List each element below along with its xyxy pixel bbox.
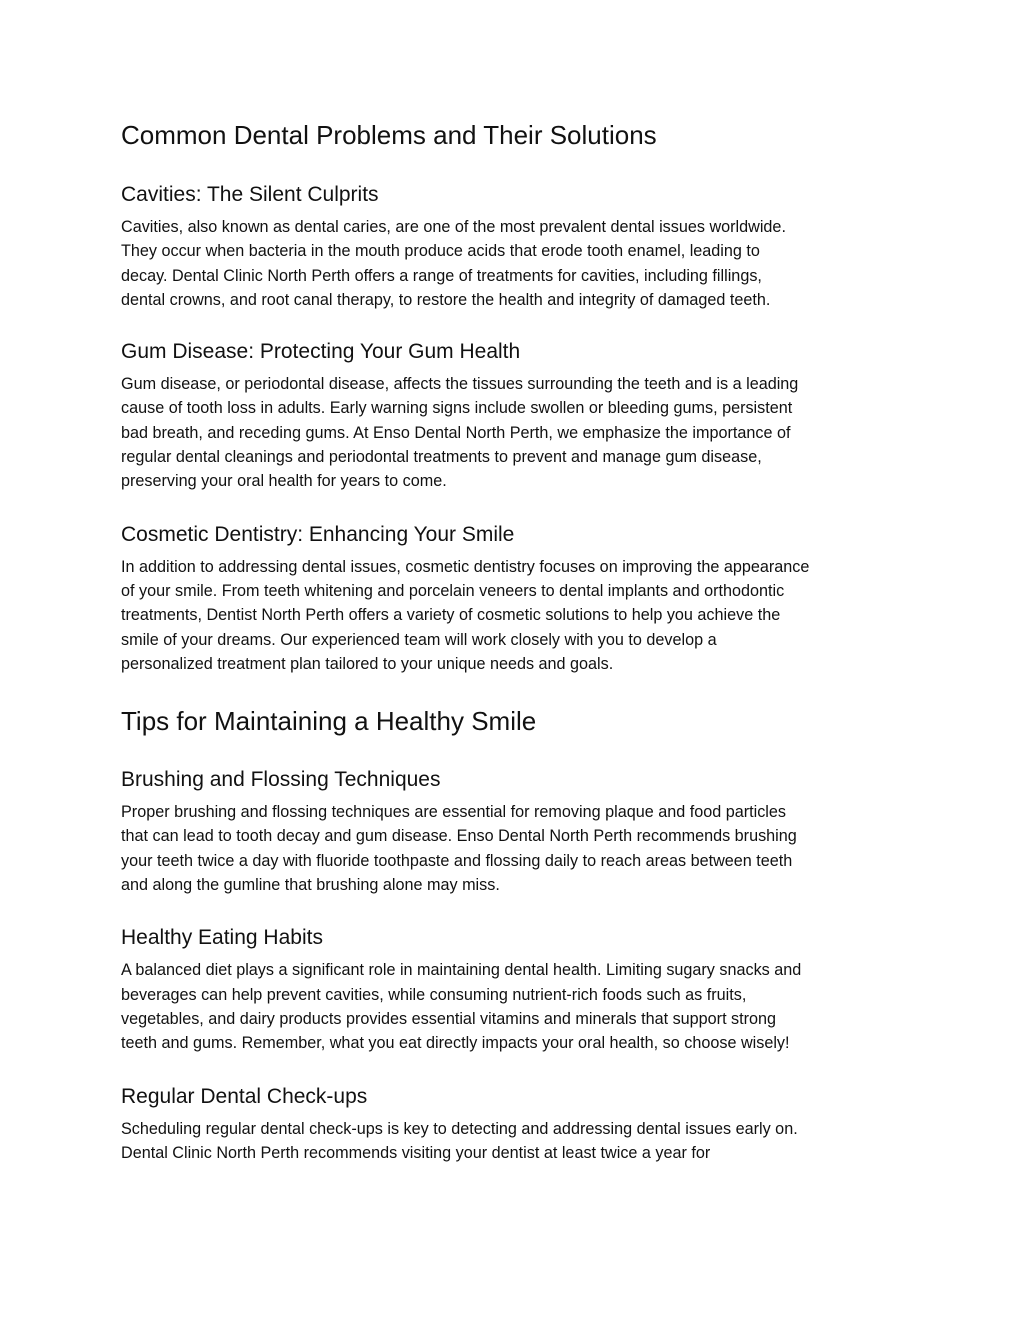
section-title-cavities: Cavities: The Silent Culprits xyxy=(121,183,379,206)
section-body-cavities: Cavities, also known as dental caries, are one of the most prevalent dental issues worldwide. They occur when bacteria in the mouth produce acids that erode tooth enamel, leading to decay. Dental Clinic North Perth offers a range of treatments for cavities, including fillings, dental crowns, and root canal therapy, to restore the health and integrity of damaged teeth. xyxy=(121,218,786,309)
section-title-gum-disease: Gum Disease: Protecting Your Gum Health xyxy=(121,340,521,364)
document-page xyxy=(121,118,921,1165)
heading-common-dental-problems: Common Dental Problems and Their Solutions xyxy=(121,120,657,150)
section-body-gum-disease: Gum disease, or periodontal disease, affects the tissues surrounding the teeth and is a leading cause of tooth loss in adults. Early warning signs include swollen or bleeding gums, persistent bad breath, and receding gums. At Enso Dental North Perth, we emphasize the importance of regular dental cleanings and periodontal treatments to prevent and manage gum disease, preserving your oral health for years to come. xyxy=(121,375,799,491)
section-body-regular-checkups: Scheduling regular dental check-ups is key to detecting and addressing dental issues early on. Dental Clinic North Perth recommends visiting your dentist at least twice a year for xyxy=(121,1119,798,1162)
section-title-regular-checkups: Regular Dental Check-ups xyxy=(121,1084,368,1108)
section-title-healthy-eating: Healthy Eating Habits xyxy=(121,926,323,950)
section-title-cosmetic-dentistry: Cosmetic Dentistry: Enhancing Your Smile xyxy=(121,522,515,546)
section-body-healthy-eating: A balanced diet plays a significant role in maintaining dental health. Limiting sugary snacks and beverages can help prevent cavities, while consuming nutrient-rich foods such as fruits, vegetables, and dairy products provides essential vitamins and minerals that support strong teeth and gums. Remember, what you eat directly impacts your oral health, so choose wisely! xyxy=(121,961,802,1053)
section-body-cosmetic-dentistry: In addition to addressing dental issues, cosmetic dentistry focuses on improving the appearance of your smile. From teeth whitening and porcelain veneers to dental implants and orthodontic treatments, Dentist North Perth offers a variety of cosmetic solutions to help you achieve the smile of your dreams. Our experienced team will work closely with you to develop a personalized treatment plan tailored to your unique needs and goals. xyxy=(121,557,810,673)
section-title-brushing-flossing: Brushing and Flossing Techniques xyxy=(121,768,441,792)
heading-tips-healthy-smile: Tips for Maintaining a Healthy Smile xyxy=(121,706,537,737)
section-body-brushing-flossing: Proper brushing and flossing techniques are essential for removing plaque and food particles that can lead to tooth decay and gum disease. Enso Dental North Perth recommends brushing your teeth twice a day with fluoride toothpaste and flossing daily to reach areas between teeth and along the gumline that brushing alone may miss. xyxy=(121,803,797,895)
